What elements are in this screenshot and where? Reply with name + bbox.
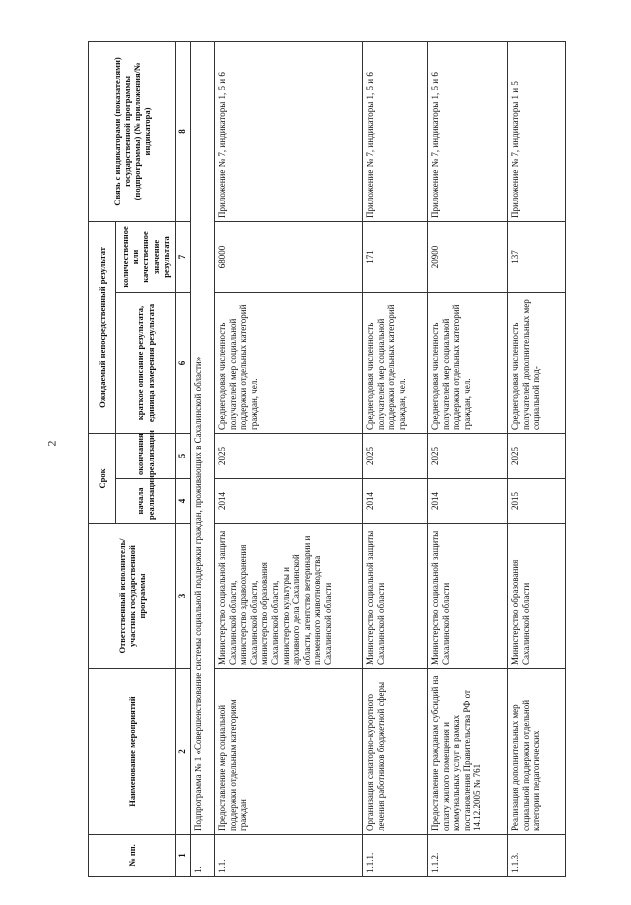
result-description: Среднегодовая численность получателей мер социальной поддержки отдельных категорий граждан, чел. <box>428 292 508 433</box>
responsible-executor: Министерство образования Сахалинской области <box>508 524 566 669</box>
column-number: 7 <box>176 221 191 292</box>
column-number: 4 <box>176 479 191 524</box>
result-description: Среднегодовая численность получателей дополнительных мер социальной под- <box>508 292 566 433</box>
row-number: 1.1.3. <box>508 835 566 877</box>
page-number: 2 <box>44 440 59 447</box>
subprogram-row <box>191 41 215 876</box>
result-description: Среднегодовая численность получателей мер социальной поддержки отдельных категорий граждан, чел. <box>363 292 428 433</box>
rotated-table-wrapper <box>88 42 628 877</box>
indicator-link: Приложение № 7, индикаторы 1, 5 и 6 <box>215 41 363 221</box>
header-result-description: краткое описание результата, единица измерения результата <box>116 292 176 433</box>
indicator-link: Приложение № 7, индикаторы 1 и 5 <box>508 41 566 221</box>
table-row <box>363 41 428 876</box>
column-number: 3 <box>176 524 191 669</box>
subprogram-number: 1. <box>191 835 215 877</box>
end-year: 2025 <box>508 433 566 478</box>
column-number: 1 <box>176 835 191 877</box>
header-indicator-link: Связь с индикаторами (показателями) государственной программы (подпрограммы) (№ приложения/№ индикатора) <box>89 41 176 221</box>
header-num: № пп. <box>89 835 176 877</box>
row-number: 1.1.1. <box>363 835 428 877</box>
header-result-quantity: количественное или качественное значение результата <box>116 221 176 292</box>
result-quantity: 20900 <box>428 221 508 292</box>
header-responsible: Ответственный исполнитель/участник государственной программы <box>89 524 176 669</box>
column-number: 2 <box>176 669 191 835</box>
table-row <box>215 41 363 876</box>
table-row <box>508 41 566 876</box>
header-start: начала реализации <box>116 479 176 524</box>
measure-name: Организация санаторно-курортного лечения работников бюджетной сферы <box>363 669 428 835</box>
measures-table <box>88 41 566 877</box>
start-year: 2014 <box>428 479 508 524</box>
measure-name: Предоставление мер социальной поддержки отдельным категориям граждан <box>215 669 363 835</box>
end-year: 2025 <box>215 433 363 478</box>
result-quantity: 137 <box>508 221 566 292</box>
responsible-executor: Министерство социальной защиты Сахалинской области, министерство здравоохранения Сахалинской области, министерство образования Сахалинской области, министерство культуры и архивного дела Сахалинской области, агентство ветеринарии и племенного животноводства Сахалинской области <box>215 524 363 669</box>
row-number: 1.1.2. <box>428 835 508 877</box>
start-year: 2014 <box>363 479 428 524</box>
start-year: 2014 <box>215 479 363 524</box>
end-year: 2025 <box>428 433 508 478</box>
start-year: 2015 <box>508 479 566 524</box>
indicator-link: Приложение № 7, индикаторы 1, 5 и 6 <box>428 41 508 221</box>
header-name: Наименование мероприятий <box>89 669 176 835</box>
result-quantity: 68000 <box>215 221 363 292</box>
result-quantity: 171 <box>363 221 428 292</box>
responsible-executor: Министерство социальной защиты Сахалинской области <box>363 524 428 669</box>
header-term: Срок <box>89 433 116 523</box>
result-description: Среднегодовая численность получателей мер социальной поддержки отдельных категорий граждан, чел. <box>215 292 363 433</box>
table-row <box>428 41 508 876</box>
responsible-executor: Министерство социальной защиты Сахалинской области <box>428 524 508 669</box>
column-number-row <box>176 41 191 876</box>
column-number: 8 <box>176 41 191 221</box>
column-number: 5 <box>176 433 191 478</box>
header-end: окончания реализации <box>116 433 176 478</box>
header-result: Ожидаемый непосредственный результат <box>89 221 116 433</box>
column-number: 6 <box>176 292 191 433</box>
measure-name: Предоставление гражданам субсидий на оплату жилого помещения и коммунальных услуг в рамках постановления Правительства РФ от 14.12.2005 № 761 <box>428 669 508 835</box>
measure-name: Реализация дополнительных мер социальной поддержки отдельной категории педагогических <box>508 669 566 835</box>
subprogram-title: Подпрограмма № 1 «Совершенствование системы социальной поддержки граждан, проживающих в Сахалинской области» <box>191 41 215 834</box>
indicator-link: Приложение № 7, индикаторы 1, 5 и 6 <box>363 41 428 221</box>
row-number: 1.1. <box>215 835 363 877</box>
end-year: 2025 <box>363 433 428 478</box>
